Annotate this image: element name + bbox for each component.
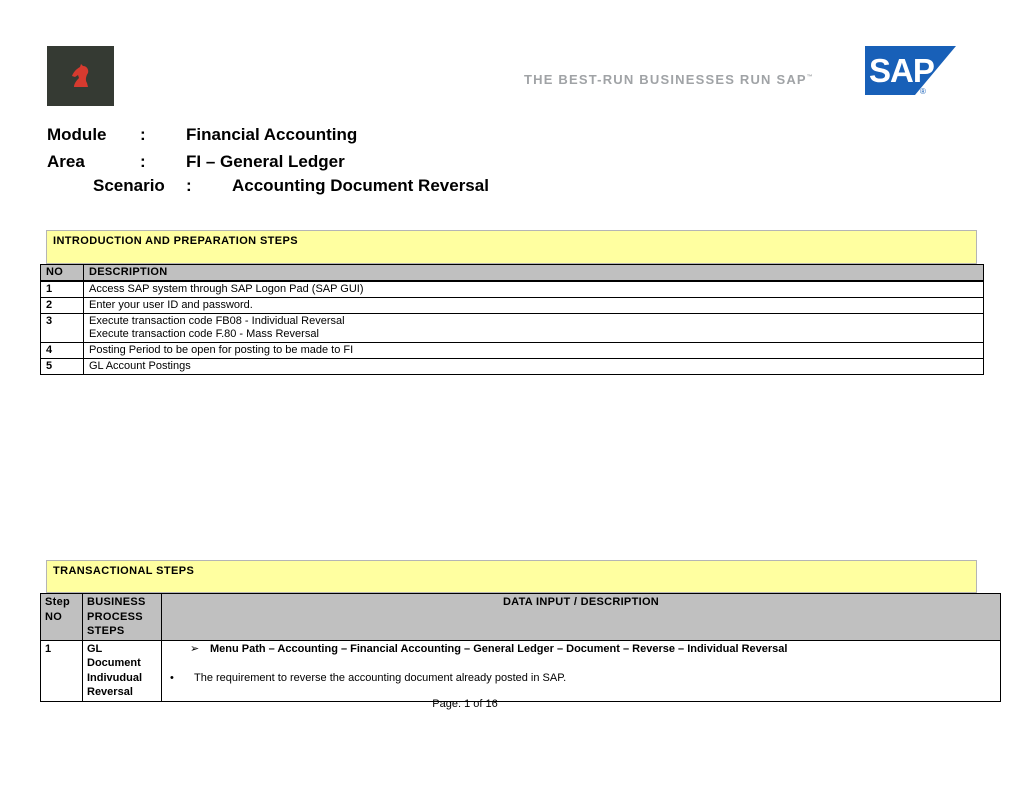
- module-label: Module: [47, 125, 107, 144]
- module-colon: :: [140, 125, 146, 144]
- col-no-header: NO: [41, 265, 84, 282]
- scenario-label: Scenario: [93, 176, 165, 195]
- table-row: [41, 281, 984, 298]
- data-input-description: [162, 640, 1001, 701]
- intro-band-title: INTRODUCTION AND PREPARATION STEPS: [53, 235, 299, 247]
- scenario-value: Accounting Document Reversal: [232, 176, 489, 195]
- module-value: Financial Accounting: [186, 125, 358, 144]
- scenario-colon: :: [186, 176, 192, 195]
- row-description: Execute transaction code FB08 - Individual Reversal Execute transaction code F.80 - Mass Reversal: [84, 314, 984, 343]
- row-description: Access SAP system through SAP Logon Pad (SAP GUI): [84, 281, 984, 298]
- row-no: 4: [41, 343, 84, 359]
- chess-knight-icon: [68, 63, 94, 89]
- table-row: [41, 343, 984, 359]
- sap-logo: [865, 46, 956, 95]
- table-row: [41, 298, 984, 314]
- row-no: 2: [41, 298, 84, 314]
- arrow-icon: ➢: [190, 642, 200, 655]
- svg-text:®: ®: [920, 87, 926, 95]
- transactional-band-title: TRANSACTIONAL STEPS: [53, 565, 195, 577]
- intro-table: [40, 264, 984, 375]
- row-description: GL Account Postings: [84, 359, 984, 375]
- bullet-icon: •: [170, 672, 174, 684]
- intro-band: [46, 230, 977, 264]
- sap-tagline: THE BEST-RUN BUSINESSES RUN SAP™: [524, 72, 813, 87]
- area-colon: :: [140, 152, 146, 171]
- transactional-band: [46, 560, 977, 593]
- row-no: 5: [41, 359, 84, 375]
- svg-text:SAP: SAP: [869, 52, 934, 89]
- transactional-table-header: [41, 594, 1001, 641]
- row-description: Enter your user ID and password.: [84, 298, 984, 314]
- row-no: 3: [41, 314, 84, 343]
- step-no: 1: [41, 640, 83, 701]
- col-business-process-header: BUSINESS PROCESS STEPS: [83, 594, 162, 641]
- bullet-item: • The requirement to reverse the accounting document already posted in SAP.: [170, 672, 567, 684]
- page-number: Page: 1 of 16: [432, 698, 498, 710]
- col-step-header: Step NO: [41, 594, 83, 641]
- area-label: Area: [47, 152, 85, 171]
- business-process-step: GL Document Indivudual Reversal: [83, 640, 162, 701]
- intro-table-header: [41, 265, 984, 282]
- area-value: FI – General Ledger: [186, 152, 345, 171]
- col-description-header: DESCRIPTION: [84, 265, 984, 282]
- col-data-input-header: DATA INPUT / DESCRIPTION: [162, 594, 1001, 641]
- row-no: 1: [41, 281, 84, 298]
- table-row: [41, 640, 1001, 701]
- transactional-table: [40, 593, 1001, 702]
- table-row: [41, 359, 984, 375]
- menu-path: ➢ Menu Path – Accounting – Financial Accounting – General Ledger – Document – Reverse – Individual Reversal: [190, 642, 788, 655]
- table-row: [41, 314, 984, 343]
- company-logo: [47, 46, 114, 106]
- row-description: Posting Period to be open for posting to be made to FI: [84, 343, 984, 359]
